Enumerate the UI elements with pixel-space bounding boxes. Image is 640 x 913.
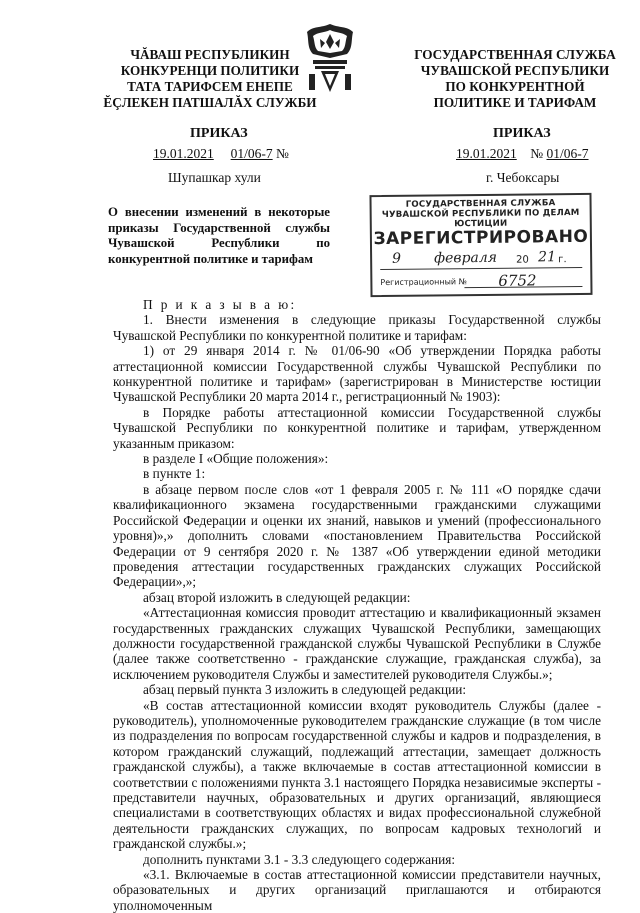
order-date-left: 19.01.2021 — [153, 146, 214, 161]
header-right-line: ПОЛИТИКЕ И ТАРИФАМ — [433, 95, 597, 110]
stamp-day: 9 — [392, 250, 402, 267]
stamp-year-prefix: 20 — [516, 254, 529, 266]
body-paragraph: в Порядке работы аттестационной комиссии Государственной службы Чувашской Республики по конкурентной политике и тарифам, утвержденном указанным приказом: — [113, 404, 601, 451]
stamp-month: февраля — [434, 249, 498, 267]
coat-of-arms-emblem-icon — [299, 18, 361, 102]
order-date-number-right — [456, 146, 589, 162]
order-date-right: 19.01.2021 — [456, 146, 517, 161]
order-subject: О внесении изменений в некоторые приказы Государственной службы Чувашской Республики по конкурентной политике и тарифам — [108, 205, 330, 266]
number-sign-left: № — [276, 146, 289, 161]
order-title-left: ПРИКАЗ — [190, 126, 248, 141]
body-paragraph: «В состав аттестационной комиссии входят руководитель Службы (далее - руководитель), уполномоченные руководителем гражданские служащие (в том числе из подразделения по вопросам государственной службы и кадров и подразделения, в котором гражданский служащий, подлежащий аттестации, замещает должность гражданской службы), а также включаемые в состав аттестационной комиссии в соответствии с положениями пункта 3.1 настоящего Порядка независимые эксперты - представители научных, образовательных и других организаций, являющиеся специалистами в соответствующих областях и видах профессиональной служебной деятельности гражданских служащих, по вопросам кадровых технологий и гражданской службы.»; — [113, 697, 601, 852]
order-number-right: 01/06-7 — [546, 146, 589, 161]
place-chuvash: Шупашкар хули — [168, 170, 261, 185]
header-russian — [392, 47, 638, 111]
number-sign-right: № — [530, 146, 544, 161]
header-right-line: ГОСУДАРСТВЕННАЯ СЛУЖБА — [414, 47, 616, 62]
header-right-line: ЧУВАШСКОЙ РЕСПУБЛИКИ — [420, 63, 610, 78]
body-paragraph: в разделе I «Общие положения»: — [143, 451, 329, 467]
header-chuvash — [85, 47, 335, 111]
stamp-number-line — [380, 271, 582, 290]
order-date-number-left — [153, 146, 289, 162]
header-left-line: ĔÇЛЕКЕН ПАТШАЛĂХ СЛУЖБИ — [103, 95, 317, 110]
stamp-org: ГОСУДАРСТВЕННАЯ СЛУЖБА ЧУВАШСКОЙ РЕСПУБЛИКИ ПО ДЕЛАМ ЮСТИЦИИ — [381, 198, 580, 230]
body-paragraph: в пункте 1: — [143, 466, 206, 482]
body-paragraph: дополнить пунктами 3.1 - 3.3 следующего содержания: — [143, 851, 456, 867]
stamp-reg-number: 6752 — [498, 271, 537, 290]
place-russian: г. Чебоксары — [486, 170, 560, 185]
header-left-line: КОНКУРЕНЦИ ПОЛИТИКИ — [120, 63, 300, 78]
order-number-left: 01/06-7 — [230, 146, 273, 161]
body-paragraph: «Аттестационная комиссия проводит аттестацию и квалификационный экзамен государственных гражданских служащих Чувашской Республики, замещающих должности государственной гражданской службы Чувашской Республики в Службе (далее также соответственно - гражданские служащие, гражданская служба), за исключением руководителя Службы и заместителей руководителя Службы.»; — [113, 605, 601, 682]
header-left-line: ТАТА ТАРИФСЕМ ЕНЕПЕ — [127, 79, 293, 94]
stamp-date-underline — [380, 267, 582, 270]
header-left-line: ЧĂВАШ РЕСПУБЛИКИН — [130, 47, 290, 62]
body-paragraph: абзац второй изложить в следующей редакции: — [143, 589, 411, 605]
body-paragraph: 1) от 29 января 2014 г. № 01/06-90 «Об утверждении Порядка работы аттестационной комиссии Государственной службы Чувашской Республики по конкурентной политике и тарифам» (зарегистрирован в Министерстве юстиции Чувашской Республики 20 марта 2014 г., регистрационный № 1903): — [113, 343, 601, 405]
order-body — [113, 297, 601, 913]
stamp-reg-label: Регистрационный № — [380, 277, 468, 288]
stamp-date-line — [380, 249, 582, 267]
stamp-registered: ЗАРЕГИСТРИРОВАНО — [373, 226, 589, 250]
body-paragraph: «3.1. Включаемые в состав аттестационной комиссии представители научных, образовательных и других организаций приглашаются и отбираются уполномоченным — [113, 867, 601, 913]
body-paragraph: абзац первый пункта 3 изложить в следующей редакции: — [143, 682, 467, 698]
stamp-year-suffix: 21 — [538, 249, 557, 266]
registration-stamp — [369, 193, 592, 297]
stamp-year-unit: г. — [558, 254, 567, 266]
order-title-right: ПРИКАЗ — [493, 126, 551, 141]
body-paragraph: 1. Внести изменения в следующие приказы Государственной службы Чувашской Республики по конкурентной политике и тарифам: — [113, 312, 601, 343]
body-paragraph: в абзаце первом после слов «от 1 февраля 2005 г. № 111 «О порядке сдачи квалификационного экзамена государственными гражданскими служащими Российской Федерации и оценки их знаний, навыков и умений (профессионального уровня)»,» дополнить словами «постановлением Правительства Российской Федерации от 9 сентября 2020 г. № 1387 «Об утверждении единой методики проведения аттестации государственных гражданских служащих Российской Федерации»,»; — [113, 481, 601, 590]
order-directive: П р и к а з ы в а ю: — [143, 297, 297, 312]
header-right-line: ПО КОНКУРЕНТНОЙ — [445, 79, 585, 94]
